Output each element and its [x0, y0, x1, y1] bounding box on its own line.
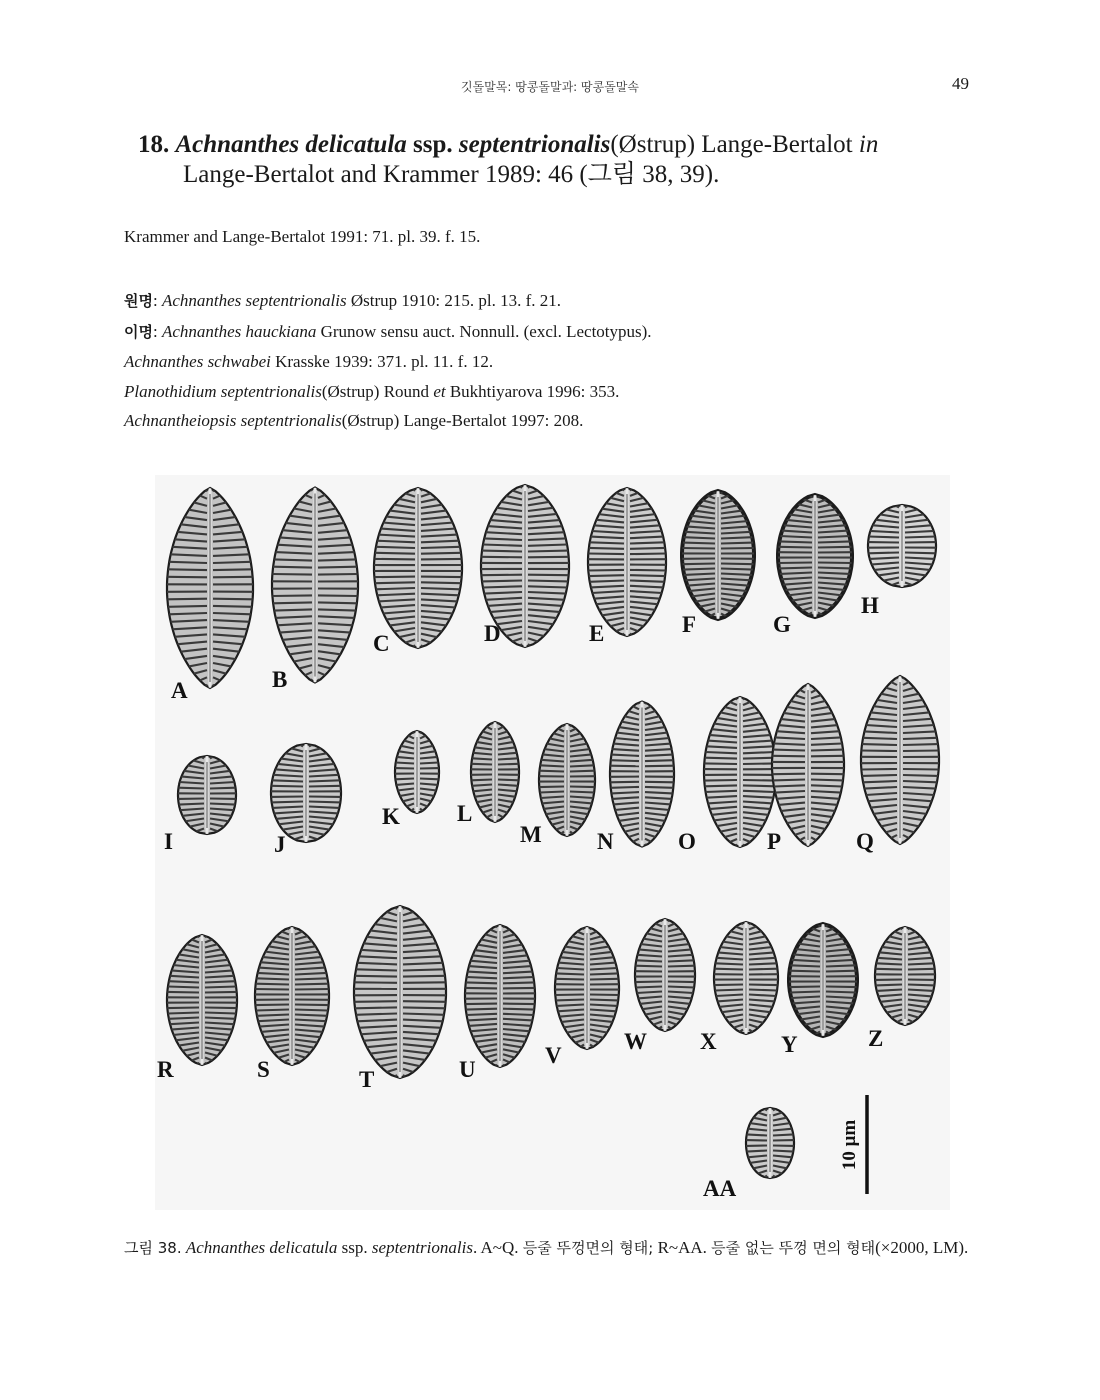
et-word: et [433, 381, 446, 401]
specimen-label: T [359, 1067, 375, 1092]
specimen-label: M [520, 822, 542, 847]
basionym-line: 원명: Achnanthes septentrionalis Østrup 1910: 215. pl. 13. f. 21. [124, 291, 561, 310]
specimen-label: B [272, 667, 288, 692]
specimen-label: L [457, 801, 473, 826]
diatom-valve-T [354, 904, 446, 1080]
specimen-label: Y [781, 1032, 798, 1057]
synonym-taxon: Achnantheiopsis septentrionalis [124, 411, 342, 430]
caption-range-1: A~Q. [480, 1238, 519, 1257]
diatom-valve-U [465, 923, 535, 1070]
diatom-valve-F [682, 489, 754, 624]
diatom-valve-W [635, 917, 695, 1031]
synonyms-block [124, 286, 1024, 436]
specimen-label: J [274, 832, 286, 857]
caption-magnification: (×2000, LM). [875, 1238, 969, 1257]
diatom-valve-K [395, 729, 439, 813]
diatom-valve-O [704, 695, 776, 849]
running-head: 깃돌말목: 땅콩돌말과: 땅콩돌말속 [460, 80, 639, 94]
specimen-label: O [678, 829, 696, 854]
diatom-valve-E [588, 486, 666, 638]
diatom-valve-I [178, 754, 236, 839]
specimen-label: W [624, 1029, 647, 1054]
specimen-label: E [589, 621, 605, 646]
diatom-valve-S [255, 925, 329, 1070]
diatom-valve-Y [789, 922, 857, 1036]
figure-reference: (그림 38, 39). [579, 161, 720, 188]
caption-ssp: ssp. [341, 1238, 368, 1257]
synonym-line [124, 377, 1024, 407]
basionym-ref: Østrup 1910: 215. pl. 13. f. 21. [350, 291, 561, 310]
page-number: 49 [952, 74, 969, 93]
specimen-label: D [484, 621, 501, 646]
synonym-label: 이명 [124, 322, 153, 341]
diatom-valve-Q [861, 674, 939, 846]
synonym-taxon: Planothidium septentrionalis [124, 381, 322, 401]
species-heading [138, 130, 978, 190]
diatom-valve-G [778, 493, 852, 617]
synonym-line [124, 406, 1024, 436]
synonym-ref: Bukhtiyarova 1996: 353. [449, 381, 620, 401]
in-word: in [858, 131, 879, 158]
specimen-label: AA [703, 1176, 737, 1201]
diatom-valve-N [610, 699, 674, 848]
synonym-ref: Grunow sensu auct. Nonnull. (excl. Lectotypus). [320, 321, 652, 341]
diatom-valve-X [714, 920, 778, 1034]
scale-bar-label: 10 μm [839, 1119, 860, 1171]
micrograph-plate [155, 475, 950, 1210]
synonym-ref: (Østrup) Lange-Bertalot 1997: 208. [341, 411, 584, 430]
synonym-taxon: Achnanthes hauckiana [161, 321, 317, 341]
diatom-valve-H [868, 503, 936, 587]
specimen-label: X [700, 1029, 717, 1054]
subspecies-name: septentrionalis [458, 131, 611, 158]
specimen-label: K [382, 804, 400, 829]
specimen-label: G [773, 612, 791, 637]
diatom-valve-AA [746, 1106, 794, 1180]
caption-fig-label: 그림 38. [124, 1239, 182, 1257]
diatom-valve-Z [875, 925, 935, 1030]
specimen-label: N [597, 829, 614, 854]
specimen-label: I [164, 829, 173, 854]
basionym-label: 원명 [124, 292, 153, 310]
diatom-valve-L [471, 720, 519, 825]
specimen-label: Q [856, 829, 874, 854]
author-citation-2: Lange-Bertalot and Krammer 1989: 46 [183, 161, 574, 188]
species-name: Achnanthes delicatula [175, 131, 407, 158]
caption-subspecies: septentrionalis [371, 1238, 473, 1257]
literature-reference: Krammer and Lange-Bertalot 1991: 71. pl. 39. f. 15. [124, 227, 481, 246]
micrograph-svg [155, 475, 950, 1210]
diatom-valve-A [167, 487, 253, 690]
diatom-valve-V [555, 925, 619, 1049]
figure-caption: 그림 38. Achnanthes delicatula ssp. septentrionalis. A~Q. 등줄 뚜껑면의 형태; R~AA. 등줄 없는 뚜껑 면의 형태(×2000, LM). [124, 1238, 969, 1257]
diatom-valve-B [272, 486, 358, 684]
specimen-label: U [459, 1057, 476, 1082]
ssp-abbr: ssp. [413, 131, 453, 158]
diatom-valve-M [539, 722, 595, 836]
synonym-line: 이명: Achnanthes hauckiana Grunow sensu auct. Nonnull. (excl. Lectotypus). [124, 321, 652, 341]
specimen-label: A [171, 678, 188, 703]
specimen-label: R [157, 1057, 174, 1082]
diatom-valve-P [772, 682, 844, 848]
caption-desc-1: 등줄 뚜껑면의 형태; [522, 1239, 654, 1257]
caption-desc-2: 등줄 없는 뚜껑 면의 형태 [711, 1239, 876, 1257]
diatom-valve-C [374, 486, 462, 650]
synonym-line [124, 347, 1024, 377]
caption-range-2: R~AA. [657, 1238, 707, 1257]
specimen-label: F [682, 612, 697, 637]
basionym-taxon: Achnanthes septentrionalis [161, 291, 347, 310]
diatom-valve-J [271, 742, 341, 847]
synonym-ref: (Østrup) Round [321, 381, 430, 401]
specimen-label: C [373, 631, 390, 656]
specimen-label: H [861, 593, 879, 618]
species-number: 18. [138, 131, 170, 158]
caption-taxon: Achnanthes delicatula [185, 1238, 338, 1257]
specimen-label: S [257, 1057, 270, 1082]
specimen-label: V [545, 1043, 562, 1068]
specimen-label: Z [868, 1026, 884, 1051]
synonym-ref: Krasske 1939: 371. pl. 11. f. 12. [275, 352, 494, 371]
specimen-label: P [767, 829, 782, 854]
diatom-valve-R [167, 933, 237, 1068]
author-citation: (Østrup) Lange-Bertalot [610, 131, 853, 158]
synonym-taxon: Achnanthes schwabei [124, 352, 271, 371]
